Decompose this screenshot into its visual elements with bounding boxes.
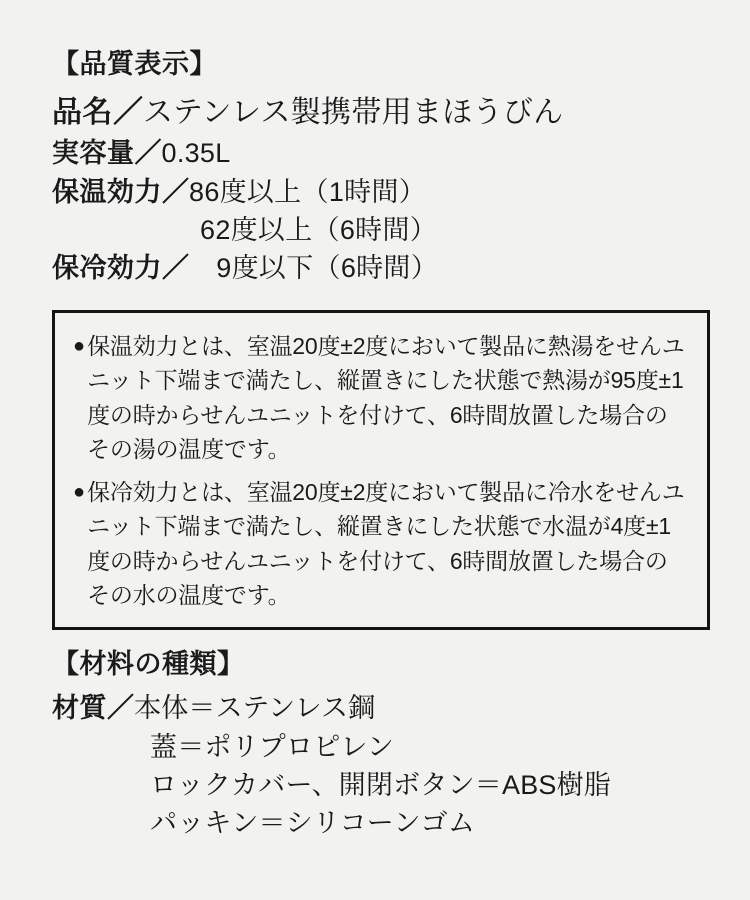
material-row-lid <box>52 728 710 766</box>
note-text-heat-retention: 保温効力とは、室温20度±2度において製品に熱湯をせんユニット下端まで満たし、縦置きにした状態で熱湯が95度±1度の時からせんユニットを付けて、6時間放置した場合のその湯の温度です。 <box>87 332 685 463</box>
spec-separator: ／ <box>162 176 189 207</box>
spec-row-heat-retention-6h <box>52 211 710 249</box>
material-value-lock-cover: ロックカバー、開閉ボタン＝ABS樹脂 <box>150 770 612 801</box>
spec-value-cold-retention-6h: 9度以下（6時間） <box>189 253 439 284</box>
material-row-body <box>52 689 710 727</box>
spec-value-product-name: ステンレス製携帯用まほうびん <box>143 95 564 129</box>
spec-label-cold-retention: 保冷効力 <box>52 253 162 284</box>
spec-label-capacity: 実容量 <box>52 138 135 169</box>
materials-heading: 【材料の種類】 <box>52 648 245 679</box>
quality-indication-heading: 【品質表示】 <box>52 49 217 79</box>
material-value-body: 本体＝ステンレス鋼 <box>134 693 376 724</box>
note-item-heat-retention <box>73 329 689 467</box>
spec-separator: ／ <box>113 95 143 129</box>
spec-label-heat-retention: 保温効力 <box>52 176 162 207</box>
notes-box <box>52 310 710 630</box>
spec-separator: ／ <box>162 253 189 284</box>
spec-label-product-name: 品名 <box>52 95 113 129</box>
bullet-icon: ● <box>73 480 86 503</box>
material-label: 材質 <box>52 693 107 724</box>
material-value-packing: パッキン＝シリコーンゴム <box>150 808 476 839</box>
material-value-lid: 蓋＝ポリプロピレン <box>150 731 395 762</box>
material-row-lock-cover <box>52 766 710 804</box>
quality-spec-list <box>52 92 710 288</box>
spec-row-capacity <box>52 134 710 172</box>
bullet-icon: ● <box>73 334 86 357</box>
note-text-cold-retention: 保冷効力とは、室温20度±2度において製品に冷水をせんユニット下端まで満たし、縦置きにした状態で水温が4度±1度の時からせんユニットを付けて、6時間放置した場合のその水の温度です。 <box>87 478 685 609</box>
material-row-packing <box>52 804 710 842</box>
spec-row-product-name <box>52 92 710 135</box>
spec-value-heat-retention-6h: 62度以上（6時間） <box>200 215 438 245</box>
note-item-cold-retention <box>73 475 689 613</box>
quality-indication-section <box>52 48 710 288</box>
spec-separator: ／ <box>134 138 162 169</box>
spec-row-cold-retention <box>52 249 710 287</box>
materials-section <box>52 648 710 843</box>
spec-value-heat-retention-1h: 86度以上（1時間） <box>189 176 427 207</box>
material-separator: ／ <box>107 693 134 724</box>
spec-value-capacity: 0.35L <box>161 138 231 169</box>
spec-row-heat-retention <box>52 173 710 211</box>
